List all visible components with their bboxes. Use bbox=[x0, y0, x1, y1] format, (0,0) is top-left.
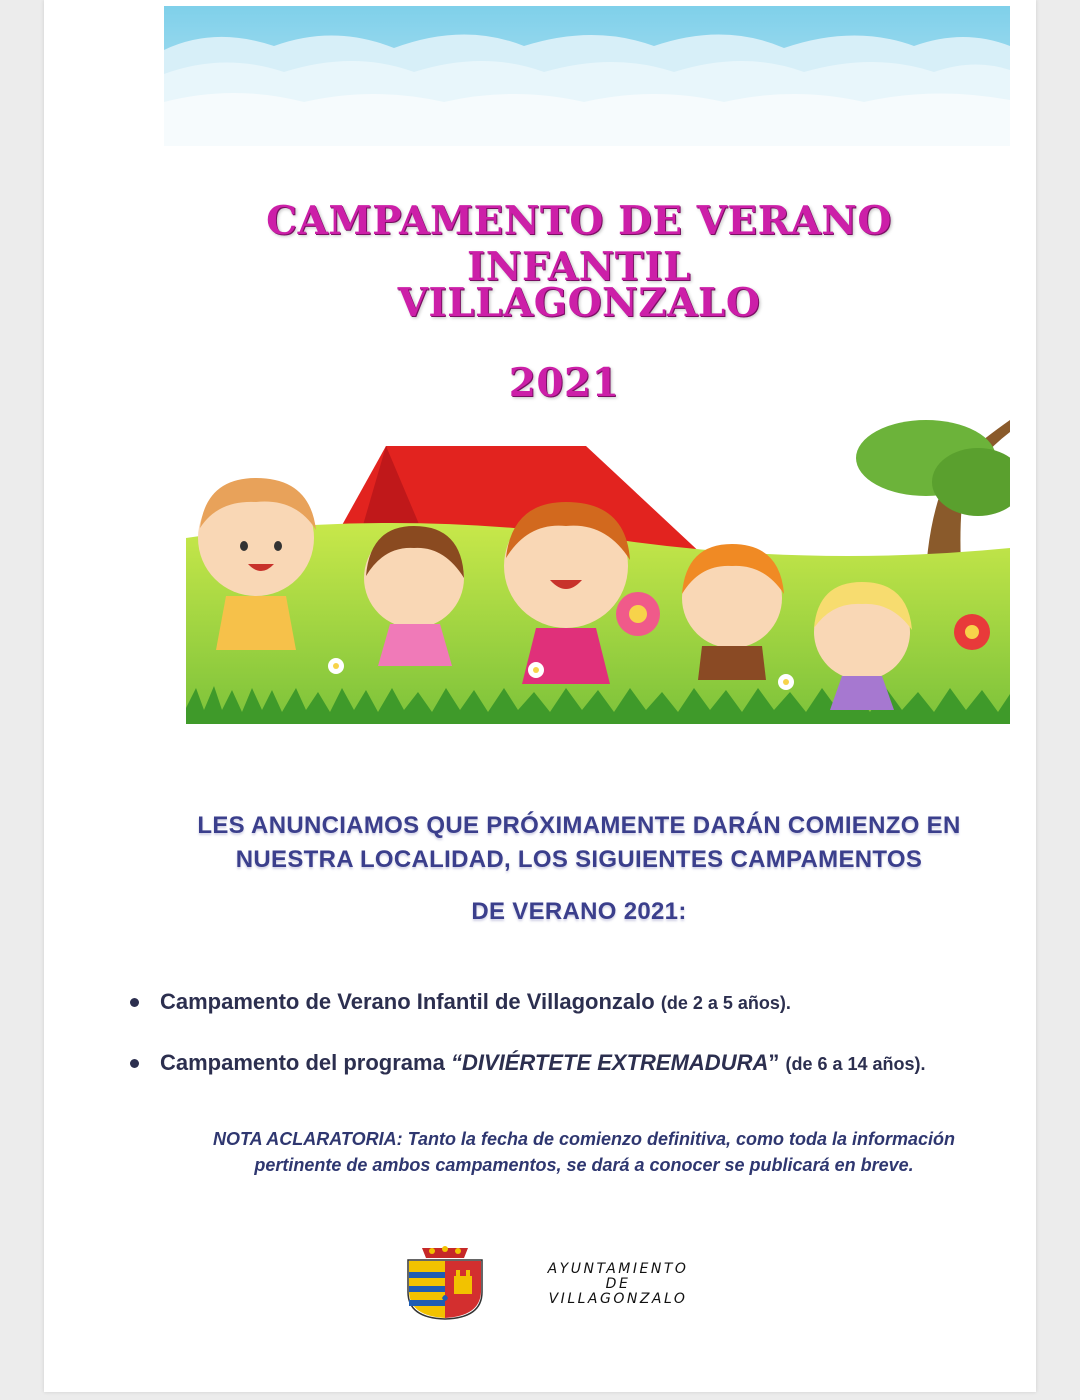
town-hall-logo bbox=[402, 1246, 742, 1320]
clarification-note bbox=[144, 1126, 1024, 1178]
logo-line-3: VILLAGONZALO bbox=[548, 1291, 688, 1307]
bullet-icon bbox=[130, 1059, 139, 1068]
announcement-line-1: LES ANUNCIAMOS QUE PRÓXIMAMENTE DARÁN COMIENZO EN bbox=[197, 812, 961, 839]
town-hall-name bbox=[498, 1262, 738, 1307]
announcement-line-2: NUESTRA LOCALIDAD, LOS SIGUIENTES CAMPAMENTOS bbox=[235, 846, 923, 873]
camp-name: Campamento de Verano Infantil de Villagonzalo bbox=[160, 989, 655, 1014]
logo-line-1: AYUNTAMIENTO bbox=[547, 1261, 689, 1277]
poster-title-location: VILLAGONZALO bbox=[397, 280, 761, 326]
camp-ages: (de 6 a 14 años). bbox=[785, 1054, 926, 1074]
logo-line-2: DE bbox=[605, 1276, 631, 1292]
bullet-icon bbox=[130, 998, 139, 1007]
poster-title-year: 2021 bbox=[508, 360, 620, 406]
announcement-line-3: DE VERANO 2021: bbox=[471, 898, 687, 925]
coat-of-arms-icon bbox=[402, 1246, 488, 1320]
camp-name: Campamento del programa bbox=[160, 1050, 451, 1075]
list-item bbox=[128, 986, 1048, 1019]
children-camp-illustration bbox=[186, 418, 1010, 724]
camp-list bbox=[128, 986, 1048, 1108]
note-text-line-1: Tanto la fecha de comienzo definitiva, como toda la información bbox=[402, 1129, 956, 1149]
note-label: NOTA ACLARATORIA: bbox=[212, 1129, 403, 1149]
poster-page bbox=[44, 0, 1036, 1392]
program-close-quote: ” bbox=[768, 1050, 780, 1075]
program-name: “DIVIÉRTETE EXTREMADURA bbox=[450, 1050, 769, 1075]
poster-title: CAMPAMENTO DE VERANO INFANTIL bbox=[266, 198, 892, 290]
sky-banner bbox=[164, 6, 1010, 146]
note-text-line-2: pertinente de ambos campamentos, se dará a conocer se publicará en breve. bbox=[254, 1155, 914, 1175]
list-item bbox=[128, 1047, 1048, 1080]
camp-ages: (de 2 a 5 años). bbox=[660, 993, 791, 1013]
